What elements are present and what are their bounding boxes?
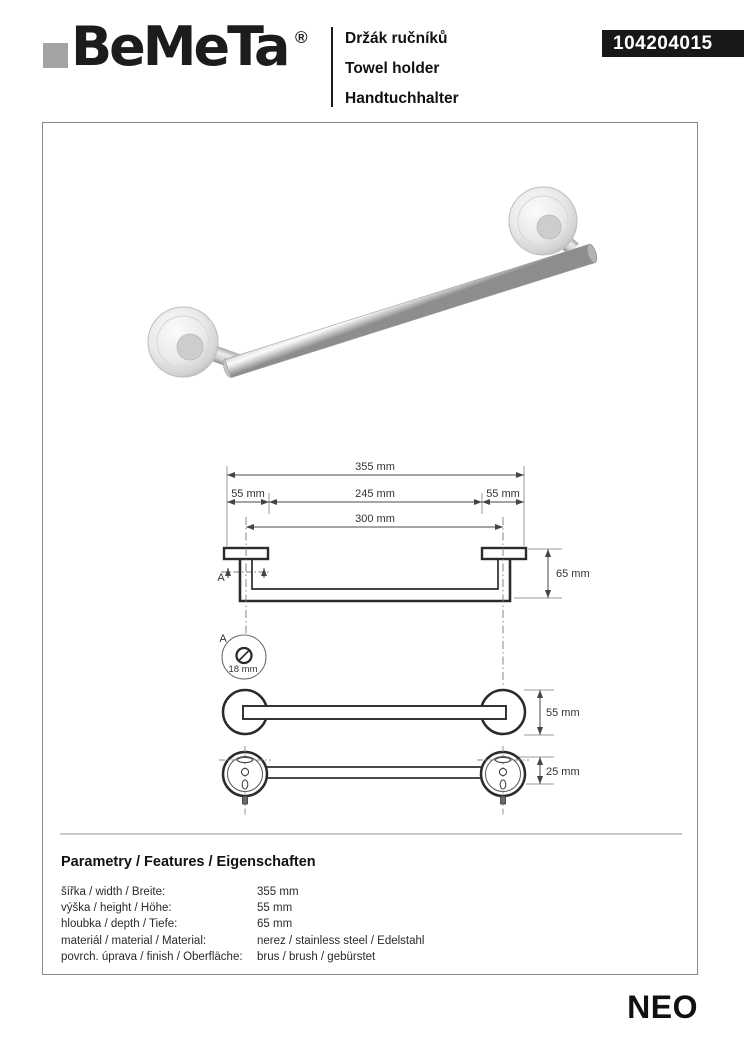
dim-right-offset: 55 mm [486,488,520,500]
table-row [61,933,424,949]
param-label-height: výška / height / Höhe: [61,902,172,915]
param-value-material: nerez / stainless steel / Edelstahl [257,934,425,947]
logo-mark-square [43,43,68,68]
table-row [61,884,424,900]
left-flange [148,307,218,377]
dim-total-width: 355 mm [355,461,395,473]
param-label-depth: hloubka / depth / Tiefe: [61,918,178,931]
param-label-material: materiál / material / Material: [61,934,207,947]
param-value-depth: 65 mm [257,918,293,931]
product-title-en: Towel holder [345,60,440,77]
dim-depth: 65 mm [556,568,590,580]
top-view [224,548,526,601]
dim-center-span: 245 mm [355,488,395,500]
dim-hole-diameter: 18 mm [228,664,258,675]
technical-drawing [42,450,698,830]
right-flange [509,187,577,255]
section-cut-marker [221,568,270,578]
registered-trademark-icon: ® [295,28,308,47]
param-value-height: 55 mm [257,902,293,915]
product-title-de: Handtuchhalter [345,90,459,107]
product-titles [345,24,459,114]
brand-logo: BeMeTa [71,15,288,78]
product-title-cs: Držák ručníků [345,30,448,47]
front-view [223,690,525,734]
param-value-width: 355 mm [257,886,299,898]
header-divider [331,27,333,107]
dim-left-offset: 55 mm [231,488,265,500]
bottom-view [219,746,529,817]
param-value-finish: brus / brush / gebürstet [257,950,376,963]
dim-bar-offset: 25 mm [546,766,580,778]
table-row [61,900,424,916]
dim-height: 55 mm [546,707,580,719]
parameters-separator [60,833,682,835]
parameters-table [61,884,424,965]
parameters-heading: Parametry / Features / Eigenschaften [61,854,316,870]
param-label-finish: povrch. úprava / finish / Oberfläche: [61,950,243,963]
collection-name: NEO [627,989,698,1025]
product-code-badge: 104204015 [602,30,744,57]
table-row [61,916,424,932]
section-label: A [217,572,225,584]
table-row [61,949,424,965]
product-photo [90,155,630,425]
detail-label: A [219,633,227,645]
towel-bar [221,243,598,378]
param-label-width: šířka / width / Breite: [61,886,166,898]
dim-mount-span: 300 mm [355,513,395,525]
